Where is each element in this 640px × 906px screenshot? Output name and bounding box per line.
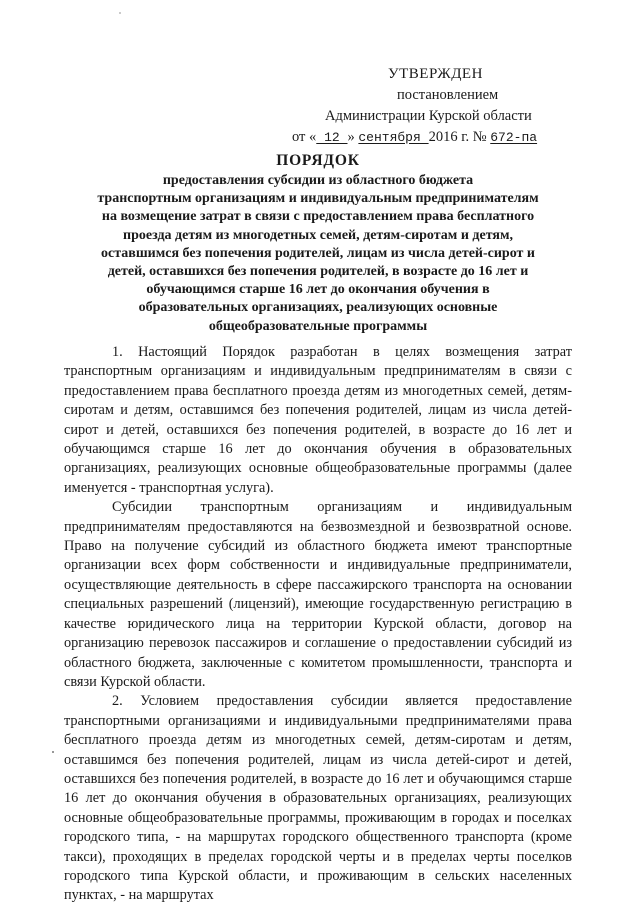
scan-speck: [119, 12, 121, 14]
date-year: 2016 г. №: [428, 129, 491, 145]
date-day-suffix: »: [347, 129, 359, 145]
paragraph-2: Субсидии транспортным организациям и индивидуальным предпринимателям предоставляются на безвозмездной и безвозвратной основе. Право на получение субсидий из областного бюджета имеют транспортные организации всех форм собственности и индивидуальные предприниматели, осуществляющие деятельность в сфере пассажирского транспорта на основании специальных разрешений (лицензий), имеющие государственную регистрацию в качестве юридического лица на территории Курской области, договор на организацию перевозок пассажиров и соглашение о предоставлении субсидий из областного бюджета, заключенные с комитетом промышленности, транспорта и связи Курской области.: [64, 499, 572, 690]
subtitle-line: оставшимся без попечения родителей, лицам из числа детей-сирот и: [101, 245, 535, 261]
approval-date: [292, 127, 592, 148]
approval-authority: Администрации Курской области: [325, 108, 532, 124]
date-prefix: от «: [292, 129, 317, 145]
subtitle-line: транспортным организациям и индивидуальным предпринимателям: [97, 191, 539, 207]
document-subtitle: [70, 172, 566, 336]
subtitle-line: обучающимся старше 16 лет до окончания обучения в: [146, 282, 490, 298]
decree-number: 672-па: [490, 130, 538, 145]
date-day: 12: [316, 130, 348, 145]
subtitle-line: проезда детям из многодетных семей, детям-сиротам и детям,: [123, 227, 513, 243]
scan-speck: [52, 751, 54, 753]
approval-stamp: [292, 64, 592, 148]
subtitle-line: детей, оставшихся без попечения родителей, в возрасте до 16 лет и: [107, 264, 529, 280]
approval-by: постановлением: [397, 87, 499, 103]
paragraph-1: 1. Настоящий Порядок разработан в целях возмещения затрат транспортным организациям и индивидуальным предпринимателям в связи с предоставлением права бесплатного проезда детям из многодетных семей, детям-сиротам и детям, оставшимся без попечения родителей, лицам из числа детей-сирот и детей, оставшихся без попечения родителей, в возрасте до 16 лет и обучающимся старше 16 лет до окончания обучения в образовательных организациях, реализующих основные общеобразовательные программы (далее именуется - транспортная услуга).: [64, 344, 572, 496]
date-month: сентября: [358, 130, 429, 145]
subtitle-line: образовательных организациях, реализующих основные: [138, 300, 498, 316]
subtitle-line: общеобразовательные программы: [208, 318, 428, 334]
subtitle-line: предоставления субсидии из областного бюджета: [162, 173, 474, 188]
subtitle-line: на возмещение затрат в связи с предоставлением права бесплатного: [101, 209, 535, 225]
paragraph-3: 2. Условием предоставления субсидии является предоставление транспортными организациями и индивидуальными предпринимателями права бесплатного проезда детям из многодетных семей, детям-сиротам и детям, оставшимся без попечения родителей, лицам из числа детей-сирот и детей, оставшихся без попечения родителей, в возрасте до 16 лет и обучающимся старше 16 лет до окончания обучения в образовательных организациях, реализующих основные общеобразовательные программы, проживающим в городах и поселках городского типа, - на маршрутах городского общественного транспорта (кроме такси), проходящих в пределах городской черты и в пределах черты поселков городского типа Курской области, и проживающим в сельских населенных пунктах, - на маршрутах: [64, 693, 572, 904]
document-title: ПОРЯДОК: [276, 152, 360, 169]
document-body: [64, 343, 572, 906]
approval-title: УТВЕРЖДЕН: [388, 66, 483, 82]
